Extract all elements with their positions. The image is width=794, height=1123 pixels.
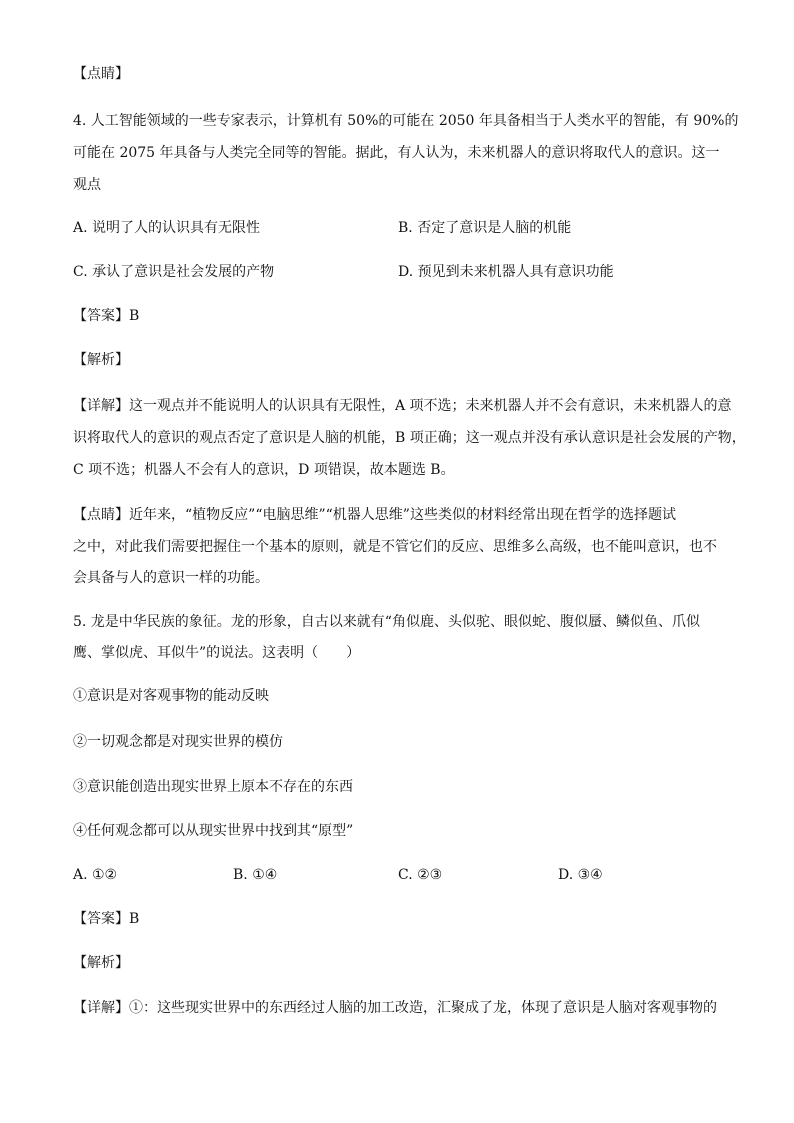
q4-detail-line3: C 项不选；机器人不会有人的意识，D 项错误，故本题选 B。	[73, 462, 455, 478]
dianjing-header: 【点睛】	[73, 66, 129, 82]
q4-analysis: 【解析】	[73, 352, 129, 368]
q5-statement-2: ②一切观念都是对现实世界的模仿	[73, 734, 283, 750]
q5-statement-1: ①意识是对客观事物的能动反映	[73, 688, 269, 704]
q4-option-c: C. 承认了意识是社会发展的产物	[73, 264, 275, 280]
q4-stem-line3: 观点	[73, 177, 101, 193]
q5-stem-line1: 5. 龙是中华民族的象征。龙的形象，自古以来就有“角似鹿、头似驼、眼似蛇、腹似蜃、鳞似鱼、爪似	[73, 614, 700, 630]
q5-option-a: A. ①②	[73, 867, 118, 883]
q4-option-a: A. 说明了人的认识具有无限性	[73, 220, 261, 236]
q4-detail-line1: 【详解】这一观点并不能说明人的认识具有无限性，A 项不选；未来机器人并不会有意识，未来机器人的意	[73, 398, 732, 414]
q4-stem-line2: 可能在 2075 年具备与人类完全同等的智能。据此，有人认为，未来机器人的意识将取代人的意识。这一	[73, 145, 720, 161]
q4-stem-line1: 4. 人工智能领域的一些专家表示，计算机有 50%的可能在 2050 年具备相当于人类水平的智能，有 90%的	[73, 113, 739, 129]
q5-statement-4: ④任何观念都可以从现实世界中找到其“原型”	[73, 823, 354, 839]
q4-option-d: D. 预见到未来机器人具有意识功能	[398, 264, 614, 280]
q5-analysis: 【解析】	[73, 955, 129, 971]
q4-dianjing-line1: 【点睛】近年来，“植物反应”“电脑思维”“机器人思维”这些类似的材料经常出现在哲学的选择题试	[73, 507, 676, 523]
q4-option-b: B. 否定了意识是人脑的机能	[398, 220, 572, 236]
q5-answer: 【答案】B	[73, 911, 140, 927]
q4-dianjing-line3: 会具备与人的意识一样的功能。	[73, 570, 269, 586]
q5-detail-line1: 【详解】①：这些现实世界中的东西经过人脑的加工改造，汇聚成了龙，体现了意识是人脑对客观事物的	[73, 1000, 717, 1016]
q5-option-c: C. ②③	[398, 867, 443, 883]
q5-stem-line2: 鹰、掌似虎、耳似牛”的说法。这表明（ ）	[73, 645, 361, 661]
q4-dianjing-line2: 之中，对此我们需要把握住一个基本的原则，就是不管它们的反应、思维多么高级，也不能叫意识，也不	[73, 539, 717, 555]
q5-option-d: D. ③④	[558, 867, 603, 883]
q5-statement-3: ③意识能创造出现实世界上原本不存在的东西	[73, 779, 353, 795]
q4-answer: 【答案】B	[73, 308, 140, 324]
q4-detail-line2: 识将取代人的意识的观点否定了意识是人脑的机能，B 项正确；这一观点并没有承认意识是社会发展的产物，	[73, 430, 746, 446]
q5-option-b: B. ①④	[233, 867, 278, 883]
